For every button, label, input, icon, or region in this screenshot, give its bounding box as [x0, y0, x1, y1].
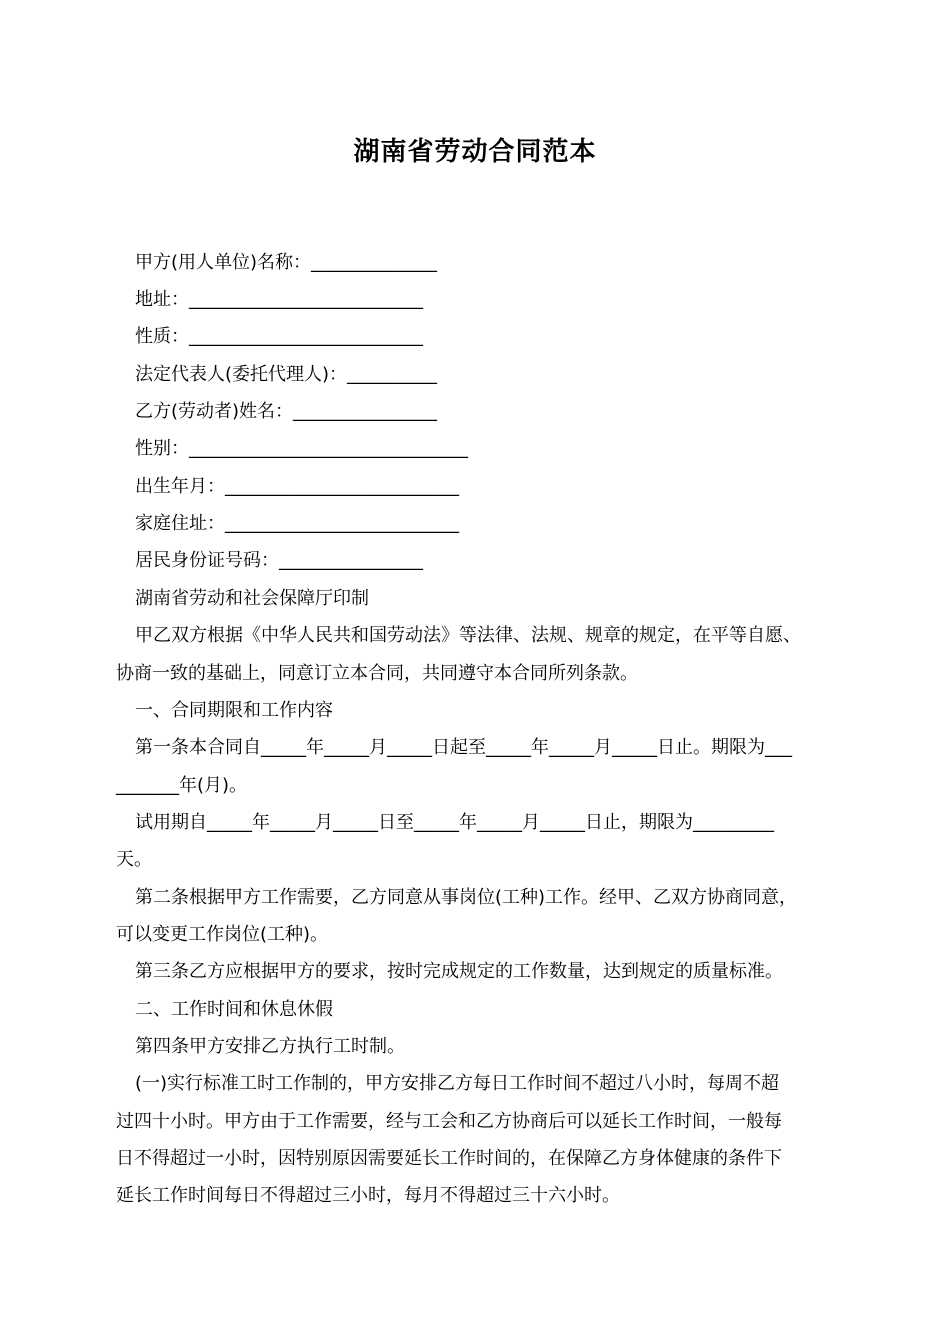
- field-gender: 性别：_______________________________: [135, 438, 468, 459]
- preamble-line-2: 协商一致的基础上，同意订立本合同，共同遵守本合同所列条款。: [116, 663, 638, 684]
- section-heading-1: 一、合同期限和工作内容: [135, 700, 333, 721]
- field-home-address: 家庭住址：__________________________: [135, 513, 459, 534]
- field-id-number: 居民身份证号码：________________: [135, 550, 423, 571]
- field-nature: 性质：__________________________: [135, 326, 423, 347]
- article-1-line-2: _______年(月)。: [116, 775, 248, 796]
- printed-by: 湖南省劳动和社会保障厅印制: [135, 588, 369, 609]
- probation-line-1: 试用期自_____年_____月_____日至_____年_____月_____日止，期限为_________: [135, 812, 774, 833]
- clause-1-line-3: 日不得超过一小时，因特别原因需要延长工作时间的，在保障乙方身体健康的条件下: [116, 1148, 782, 1169]
- field-address: 地址：__________________________: [135, 289, 423, 310]
- document-title: 湖南省劳动合同范本: [353, 137, 597, 167]
- field-employee-name: 乙方(劳动者)姓名：________________: [135, 401, 438, 422]
- clause-1-line-1: (一)实行标准工时工作制的，甲方安排乙方每日工作时间不超过八小时，每周不超: [135, 1073, 780, 1094]
- field-employer-name: 甲方(用人单位)名称：______________: [135, 252, 438, 273]
- article-2-line-1: 第二条根据甲方工作需要，乙方同意从事岗位(工种)工作。经甲、乙双方协商同意，: [135, 887, 798, 908]
- probation-line-2: 天。: [116, 849, 152, 870]
- article-1-line-1: 第一条本合同自_____年_____月_____日起至_____年_____月_____日止。期限为___: [135, 737, 792, 758]
- article-2-line-2: 可以变更工作岗位(工种)。: [116, 924, 329, 945]
- clause-1-line-4: 延长工作时间每日不得超过三小时，每月不得超过三十六小时。: [116, 1185, 620, 1206]
- field-legal-representative: 法定代表人(委托代理人)：__________: [135, 364, 438, 385]
- preamble-line-1: 甲乙双方根据《中华人民共和国劳动法》等法律、法规、规章的规定，在平等自愿、: [135, 625, 801, 646]
- field-birth-date: 出生年月：__________________________: [135, 476, 459, 497]
- article-4: 第四条甲方安排乙方执行工时制。: [135, 1036, 405, 1057]
- clause-1-line-2: 过四十小时。甲方由于工作需要，经与工会和乙方协商后可以延长工作时间，一般每: [116, 1111, 782, 1132]
- section-heading-2: 二、工作时间和休息休假: [135, 999, 333, 1020]
- article-3: 第三条乙方应根据甲方的要求，按时完成规定的工作数量，达到规定的质量标准。: [135, 961, 783, 982]
